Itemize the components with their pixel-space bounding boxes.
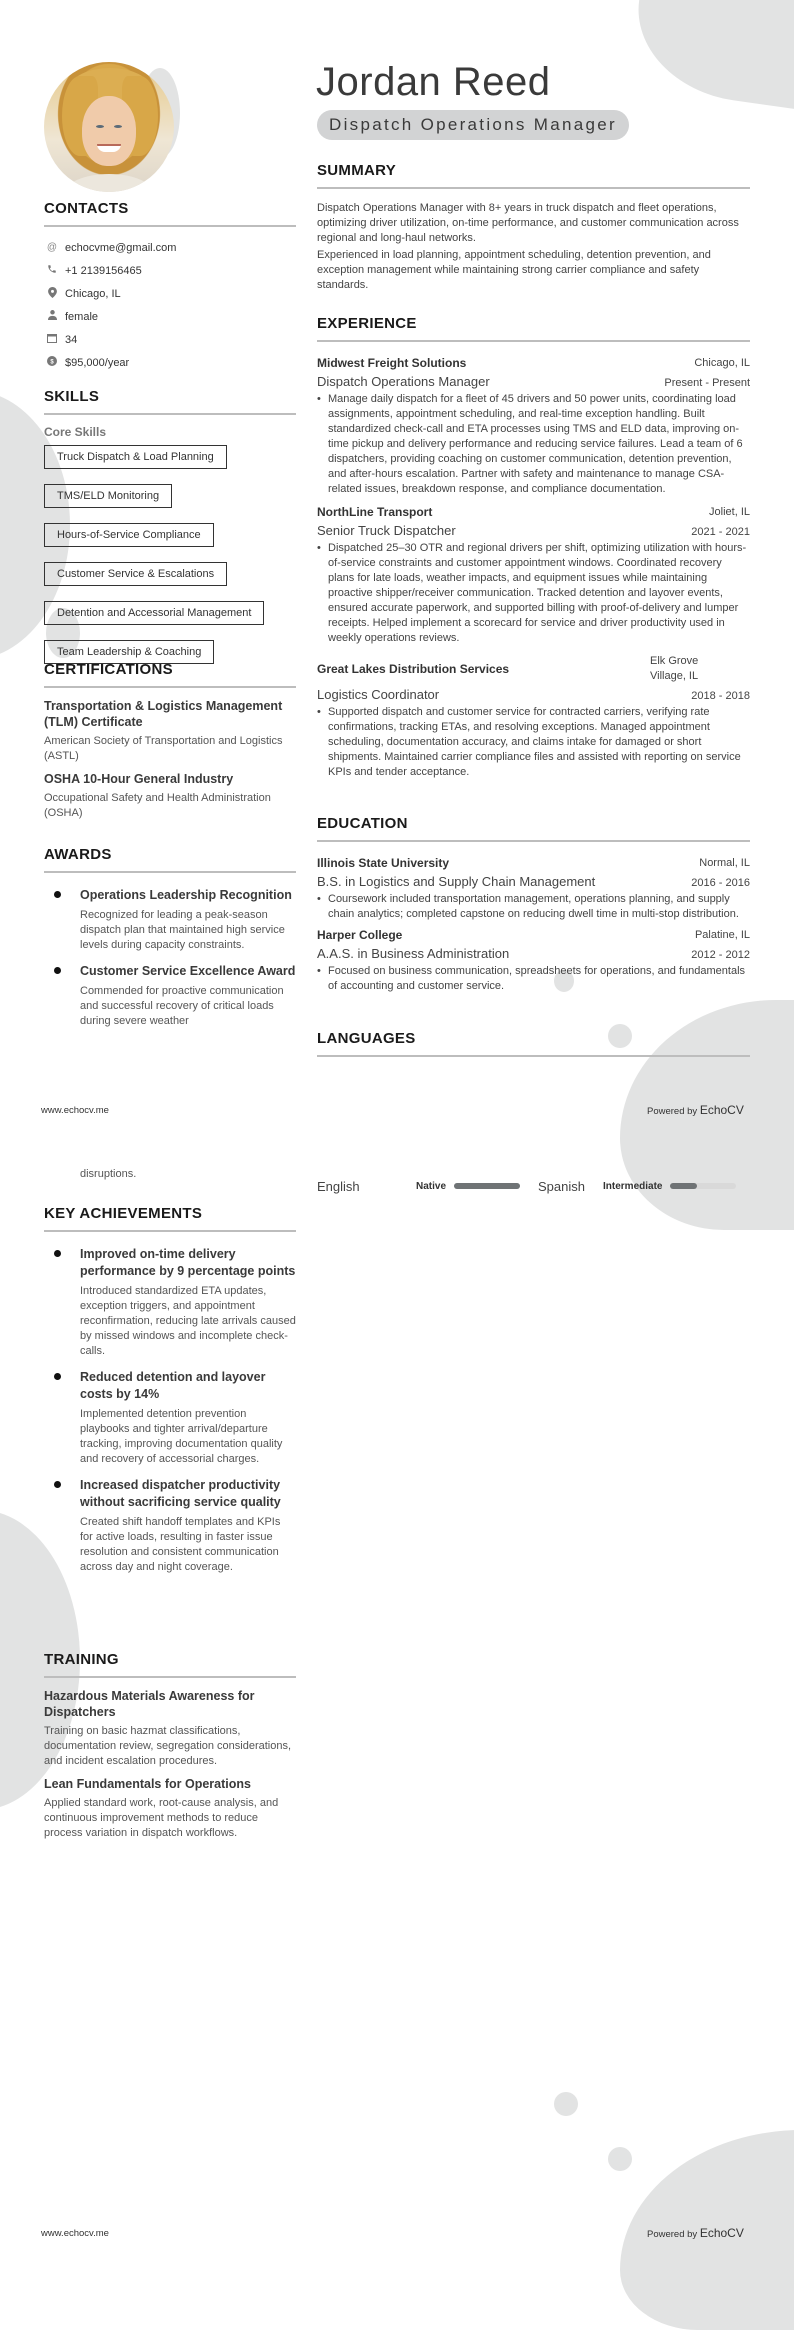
skill-tag: Customer Service & Escalations	[44, 562, 227, 586]
education-section	[317, 815, 750, 994]
school-location: Normal, IL	[699, 857, 750, 869]
footer-website-link[interactable]: www.echocv.me	[41, 1105, 109, 1116]
summary-section	[317, 162, 750, 293]
company-name: NorthLine Transport	[317, 505, 433, 519]
section-heading: LANGUAGES	[317, 1030, 416, 1047]
experience-item	[317, 505, 750, 646]
decorative-blob	[627, 0, 794, 113]
section-heading: SKILLS	[44, 388, 100, 405]
divider	[44, 225, 296, 227]
job-role: Dispatch Operations Manager	[317, 374, 490, 389]
section-heading: KEY ACHIEVEMENTS	[44, 1205, 203, 1222]
skills-section	[44, 388, 296, 667]
school-name: Harper College	[317, 928, 403, 942]
degree: B.S. in Logistics and Supply Chain Management	[317, 874, 596, 889]
certification-org: Occupational Safety and Health Administration (OSHA)	[44, 792, 271, 819]
divider	[317, 1055, 750, 1057]
experience-item	[317, 356, 750, 497]
skill-tag: Team Leadership & Coaching	[44, 640, 214, 664]
job-location: Elk Grove Village, IL	[650, 655, 699, 682]
section-heading: TRAINING	[44, 1651, 119, 1668]
profile-photo	[44, 62, 174, 192]
certification-name: Transportation & Logistics Management (TLM) Certificate	[44, 699, 283, 729]
contacts-section	[44, 200, 296, 374]
education-description: • Focused on business communication, spreadsheets for operations, and fundamentals of accounting and customer service.	[317, 964, 750, 994]
contact-location: Chicago, IL	[44, 282, 296, 305]
divider	[44, 686, 296, 688]
award-description-continued: disruptions.	[80, 1168, 137, 1180]
brand-logo: EchoCV	[699, 1103, 744, 1117]
dollar-coin-icon	[46, 356, 58, 369]
skill-tag: TMS/ELD Monitoring	[44, 484, 172, 508]
skill-tag: Hours-of-Service Compliance	[44, 523, 214, 547]
summary-paragraph: Experienced in load planning, appointment scheduling, detention prevention, and exception management while maintaining strong carrier compliance and safety standards.	[317, 249, 711, 291]
summary-paragraph: Dispatch Operations Manager with 8+ years in truck dispatch and fleet operations, optimizing driver utilization, on-time performance, and customer communication across regional and long-haul networks.	[317, 202, 739, 244]
company-name: Great Lakes Distribution Services	[317, 662, 510, 676]
contact-age: 34	[44, 328, 296, 351]
phone-icon	[46, 264, 58, 277]
divider	[44, 1676, 296, 1678]
awards-section	[44, 846, 296, 1029]
award-item: Customer Service Excellence Award Commended for proactive communication and successful recovery of critical loads during severe weather	[44, 963, 296, 1029]
language-name: Spanish	[538, 1178, 585, 1194]
language-level: Native	[416, 1180, 447, 1192]
contact-gender: female	[44, 305, 296, 328]
footer-powered-by[interactable]: Powered by EchoCV	[647, 2226, 744, 2240]
education-description: • Coursework included transportation management, operations planning, and supply chain analytics; completed capstone on reducing dwell time in multi-stop distribution.	[317, 892, 750, 922]
divider	[44, 413, 296, 415]
contact-salary: $ $95,000/year	[44, 351, 296, 374]
training-name: Lean Fundamentals for Operations	[44, 1777, 251, 1791]
language-proficiency-bar	[454, 1183, 520, 1189]
bullet-icon	[54, 1250, 61, 1257]
job-dates: 2018 - 2018	[691, 690, 750, 702]
footer-website-link[interactable]: www.echocv.me	[41, 2228, 109, 2239]
job-title-badge: Dispatch Operations Manager	[317, 110, 629, 140]
experience-item	[317, 654, 750, 780]
job-dates: 2021 - 2021	[691, 526, 750, 538]
skill-tag: Truck Dispatch & Load Planning	[44, 445, 227, 469]
training-description: Applied standard work, root-cause analysis, and continuous improvement methods to reduce process variation in dispatch workflows.	[44, 1797, 279, 1839]
language-level: Intermediate	[603, 1180, 663, 1192]
person-icon	[46, 310, 58, 323]
section-heading: SUMMARY	[317, 162, 397, 179]
job-description: • Supported dispatch and customer service for contracted carriers, verifying rate confirmations, tracking ETAs, and resolving exceptions. Managed appointment scheduling, documentation accuracy, and claims intake for damaged or short shipments. Maintained carrier compliance files and assisted with reporting on service KPIs and tender acceptance.	[317, 705, 750, 780]
section-heading: CONTACTS	[44, 200, 129, 217]
achievement-item: Improved on-time delivery performance by 9 percentage points Introduced standardized ETA updates, exception triggers, and appointment reconfirmation, reducing late arrivals caused by missed windows and incomplete check-calls.	[44, 1246, 296, 1359]
language-proficiency-bar	[670, 1183, 736, 1189]
education-dates: 2016 - 2016	[691, 877, 750, 889]
job-dates: Present - Present	[664, 377, 750, 389]
experience-section	[317, 315, 750, 780]
divider	[317, 340, 750, 342]
decorative-dot	[608, 2147, 632, 2171]
footer-powered-by[interactable]: Powered by EchoCV	[647, 1103, 744, 1117]
candidate-name: Jordan Reed	[316, 60, 551, 104]
job-role: Senior Truck Dispatcher	[317, 523, 456, 538]
section-heading: CERTIFICATIONS	[44, 661, 173, 678]
divider	[44, 1230, 296, 1232]
bullet-icon	[54, 891, 61, 898]
divider	[317, 840, 750, 842]
decorative-dot	[554, 2092, 578, 2116]
divider	[44, 871, 296, 873]
location-pin-icon	[46, 287, 58, 301]
languages-section	[317, 1030, 750, 1057]
skill-tag: Detention and Accessorial Management	[44, 601, 264, 625]
award-item: Operations Leadership Recognition Recognized for leading a peak-season dispatch plan that maintained high service levels during capacity constraints.	[44, 887, 296, 953]
training-section	[44, 1651, 296, 1841]
skills-group-label: Core Skills	[44, 425, 107, 439]
degree: A.A.S. in Business Administration	[317, 946, 510, 961]
svg-text:$: $	[50, 359, 54, 366]
section-heading: AWARDS	[44, 846, 112, 863]
contact-email[interactable]: @ echocvme@gmail.com	[46, 241, 177, 254]
language-name: English	[317, 1178, 360, 1194]
training-description: Training on basic hazmat classifications, documentation review, segregation considerations, and incident escalation procedures.	[44, 1725, 292, 1767]
job-location: Chicago, IL	[694, 357, 750, 369]
school-location: Palatine, IL	[694, 929, 750, 941]
bullet-icon	[54, 1481, 61, 1488]
job-role: Logistics Coordinator	[317, 687, 440, 702]
achievement-item: Reduced detention and layover costs by 14% Implemented detention prevention playbooks and tighter arrival/departure tracking, improving documentation quality and recovery of accessorial charges.	[44, 1369, 296, 1467]
section-heading: EDUCATION	[317, 815, 408, 832]
job-description: • Dispatched 25–30 OTR and regional drivers per shift, optimizing utilization with hours-of-service constraints and customer appointment windows. Coordinated recovery plans for late loads, weather impacts, and equipment issues while maintaining proactive shipper/receiver communication. Tracked detention and layover events, ensured accurate paperwork, and supported billing with proof-of-delivery and lumper receipts. Helped implement a scorecard for service and driver productivity used in weekly operations reviews.	[317, 541, 750, 646]
bullet-icon	[54, 1373, 61, 1380]
certification-name: OSHA 10-Hour General Industry	[44, 772, 234, 786]
calendar-icon	[46, 333, 58, 346]
company-name: Midwest Freight Solutions	[317, 356, 467, 370]
job-description: • Manage daily dispatch for a fleet of 45 drivers and 50 power units, coordinating load assignments, appointment scheduling, and real-time exception handling. Built standardized check-call and ETA processes using TMS and ELD data, improving on-time pickup and delivery performance and reducing service failures. Lead a team of 6 dispatchers, providing coaching on customer communication, detention prevention, and after-hours escalation. Partner with safety and maintenance to manage CSA-related issues, breakdown response, and compliance documentation.	[317, 392, 750, 497]
brand-logo: EchoCV	[699, 2226, 744, 2240]
training-name: Hazardous Materials Awareness for Dispatchers	[44, 1689, 255, 1719]
section-heading: EXPERIENCE	[317, 315, 417, 332]
certification-org: American Society of Transportation and Logistics (ASTL)	[44, 735, 283, 762]
bullet-icon	[54, 967, 61, 974]
divider	[317, 187, 750, 189]
education-item	[317, 856, 750, 922]
languages-row	[317, 1175, 750, 1197]
key-achievements-section	[44, 1205, 296, 1575]
education-dates: 2012 - 2012	[691, 949, 750, 961]
education-item	[317, 928, 750, 994]
achievement-item: Increased dispatcher productivity without sacrificing service quality Created shift handoff templates and KPIs for active loads, resulting in faster issue resolution and consistent communication across day and night coverage.	[44, 1477, 296, 1575]
certifications-section	[44, 661, 296, 821]
job-location: Joliet, IL	[709, 506, 750, 518]
contact-phone[interactable]: +1 2139156465	[44, 259, 296, 282]
school-name: Illinois State University	[317, 856, 450, 870]
at-icon: @	[46, 242, 58, 253]
